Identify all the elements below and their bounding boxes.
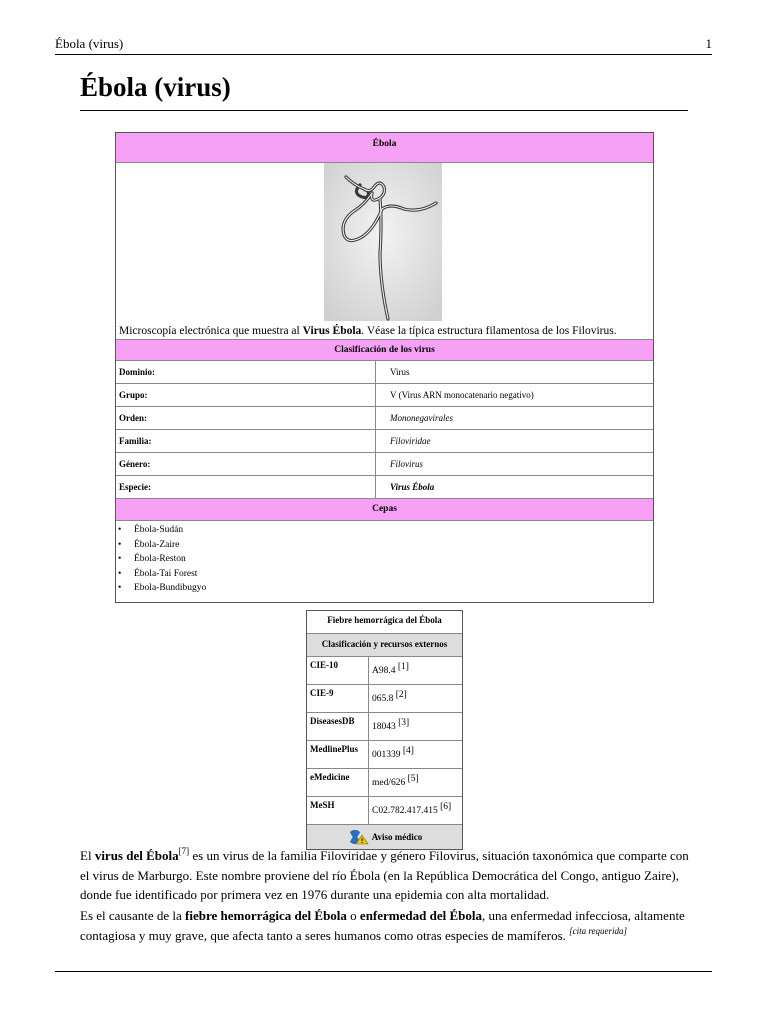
infobox-image-area <box>116 163 653 323</box>
list-item[interactable]: • Ebola-Bundibugyo <box>134 581 653 596</box>
bold-link[interactable]: enfermedad del Ébola <box>359 908 482 923</box>
reference-link[interactable]: [4] <box>402 746 414 756</box>
citation-needed-link[interactable]: [cita requerida] <box>569 925 628 936</box>
code-link[interactable]: 18043 <box>372 722 396 732</box>
row-value <box>369 657 462 684</box>
table-row <box>307 741 462 769</box>
text: Es el causante de la <box>80 908 186 923</box>
code-link[interactable]: 001339 <box>372 750 401 760</box>
row-label: CIE-10 <box>307 657 369 684</box>
taxonomy-row-especie <box>116 476 653 499</box>
text: es un virus de la familia Filoviridae y género Filovirus, situación taxonómica que comparte con el virus de Marburgo. Este nombre proviene del río Ébola (en la República Democrática del Congo, antiguo Zaire), donde fue identificado por primera vez en 1976 durante una epidemia con alta mortalidad. <box>80 848 689 902</box>
row-label: CIE-9 <box>307 685 369 712</box>
taxonomy-row-dominio <box>116 361 653 384</box>
row-value: Virus Ébola <box>390 482 435 492</box>
code-link[interactable]: C02.782.417.415 <box>372 806 438 816</box>
caption-text: Microscopía electrónica que muestra al <box>119 325 303 337</box>
reference-link[interactable]: [1] <box>397 662 409 672</box>
list-item[interactable]: • Ébola-Sudán <box>134 523 653 538</box>
taxonomy-row-grupo <box>116 384 653 407</box>
row-value <box>369 769 462 796</box>
row-label: eMedicine <box>307 769 369 796</box>
text: o <box>346 908 360 923</box>
row-label: MedlinePlus <box>307 741 369 768</box>
footer-divider <box>55 971 712 972</box>
table-row <box>307 713 462 741</box>
ebola-micrograph-image[interactable] <box>324 163 442 321</box>
code-link[interactable]: A98.4 <box>372 666 396 676</box>
caption-bold-link[interactable]: Virus Ébola <box>302 325 362 337</box>
row-label: Familia: <box>116 430 376 452</box>
bold-link[interactable]: fiebre hemorrágica del Ébola <box>185 908 347 923</box>
row-value <box>369 741 462 768</box>
caption-text-end: . Véase la típica estructura filamentosa de los Filovirus. <box>361 325 617 337</box>
reference-link[interactable]: [3] <box>398 718 410 728</box>
row-value: Virus <box>390 367 410 377</box>
paragraph-disease <box>80 906 690 945</box>
row-value <box>369 797 462 824</box>
taxonomy-row-familia <box>116 430 653 453</box>
text: El <box>80 848 95 863</box>
taxonomy-row-genero <box>116 453 653 476</box>
code-link[interactable]: med/626 <box>372 778 406 788</box>
reference-link[interactable]: [5] <box>407 774 419 784</box>
row-label: Dominio: <box>116 361 376 383</box>
infobox-title: Ébola <box>116 133 653 163</box>
title-divider <box>80 110 688 111</box>
bold-term: virus del Ébola <box>94 848 179 863</box>
row-label: Género: <box>116 453 376 475</box>
running-header-title: Ébola (virus) <box>55 36 124 51</box>
row-value: V (Virus ARN monocatenario negativo) <box>390 390 534 400</box>
disease-table-title: Fiebre hemorrágica del Ébola <box>307 611 462 634</box>
row-value[interactable]: Filovirus <box>390 459 423 469</box>
list-item[interactable]: • Ébola-Tai Forest <box>134 567 653 582</box>
table-row <box>307 685 462 713</box>
list-item[interactable]: • Ébola-Reston <box>134 552 653 567</box>
reference-link[interactable]: [7] <box>178 846 190 856</box>
taxonomy-row-orden <box>116 407 653 430</box>
disease-table-subtitle: Clasificación y recursos externos <box>307 634 462 657</box>
page-title: Ébola (virus) <box>80 72 231 102</box>
row-value <box>369 713 462 740</box>
reference-link[interactable]: [2] <box>395 690 407 700</box>
classification-header: Clasificación de los virus <box>116 339 653 361</box>
code-link[interactable]: 065.8 <box>372 694 394 704</box>
paragraph-intro <box>80 846 690 905</box>
text: , una enfermedad infecciosa, altamente contagiosa y muy grave, que afecta tanto a seres humanos como otras especies de mamíferos. <box>80 908 685 943</box>
row-value[interactable]: Filoviridae <box>390 436 431 446</box>
row-value <box>369 685 462 712</box>
table-row <box>307 657 462 685</box>
table-row <box>307 797 462 825</box>
row-label: Especie: <box>116 476 376 498</box>
running-header <box>55 34 712 55</box>
list-item[interactable]: • Ébola-Zaire <box>134 538 653 553</box>
table-row <box>307 769 462 797</box>
medical-warning-icon <box>347 829 369 845</box>
page-number: 1 <box>705 36 712 51</box>
row-label: Orden: <box>116 407 376 429</box>
medical-warning-label: Aviso médico <box>371 832 423 842</box>
reference-link[interactable]: [6] <box>440 802 452 812</box>
disease-classification-table <box>306 610 463 850</box>
strains-header: Cepas <box>116 499 653 521</box>
strains-list <box>116 521 653 602</box>
row-value[interactable]: Mononegavirales <box>390 413 453 423</box>
infobox-caption <box>116 323 653 339</box>
row-label: Grupo: <box>116 384 376 406</box>
row-label: MeSH <box>307 797 369 824</box>
row-label: DiseasesDB <box>307 713 369 740</box>
taxonomy-infobox <box>115 132 654 603</box>
